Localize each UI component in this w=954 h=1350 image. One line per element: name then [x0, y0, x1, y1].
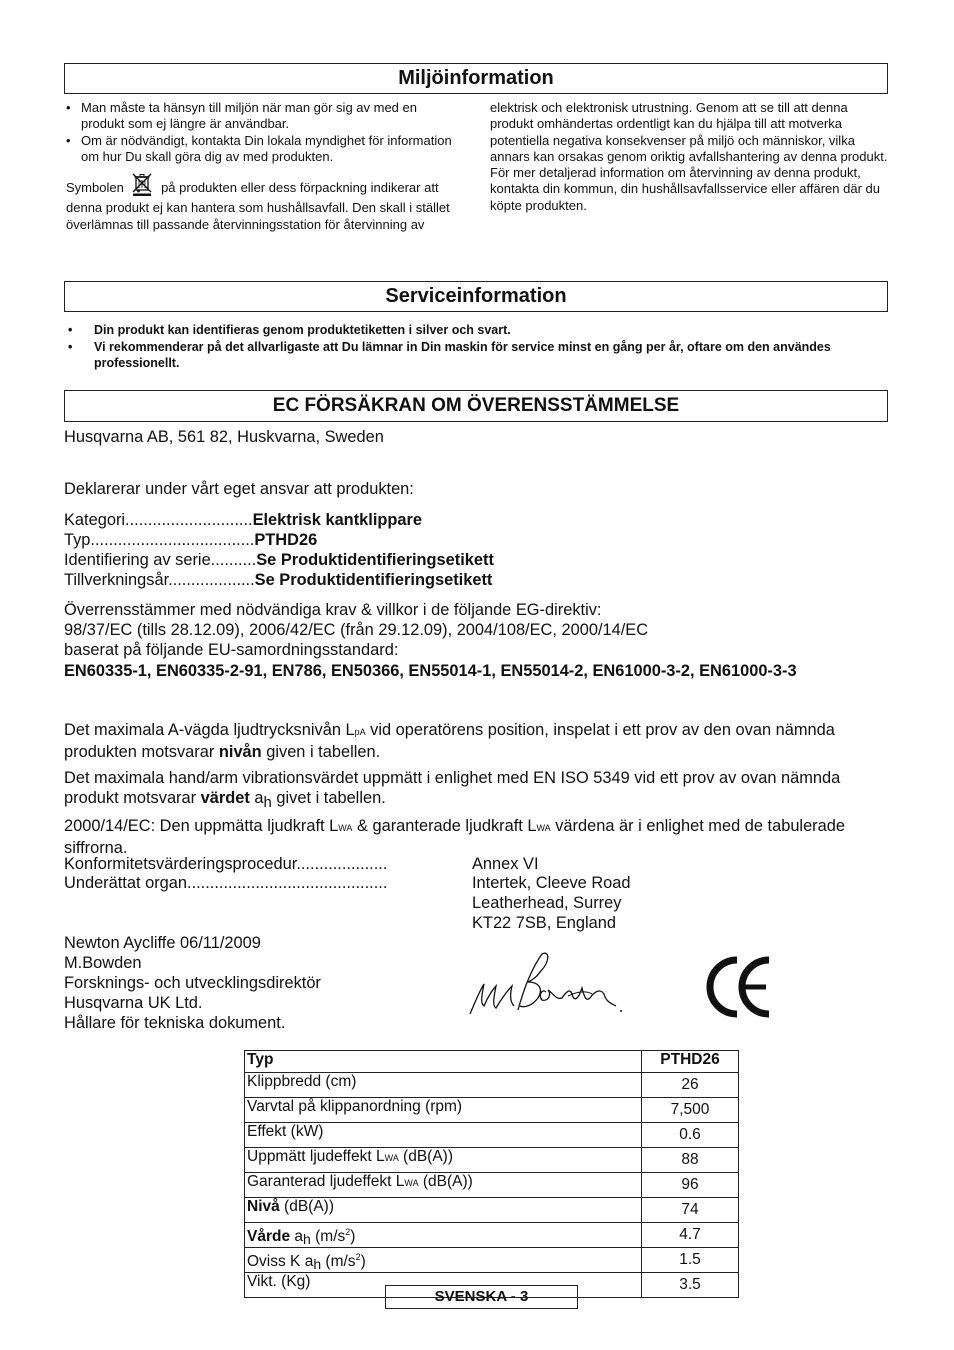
table-cell-label: Nivå (dB(A)): [245, 1198, 642, 1223]
table-cell-label: Oviss K ah $(m/s^2)$: [245, 1248, 642, 1273]
section-title-environment: Miljöinformation: [64, 63, 888, 94]
standards-list: EN60335-1, EN60335-2-91, EN786, EN50366, EN55014-1, EN55014-2, EN61000-3-2, EN61000-3-3: [64, 662, 797, 680]
signatory-line: Husqvarna UK Ltd.: [64, 994, 203, 1012]
table-header-value: PTHD26: [642, 1051, 739, 1073]
power-paragraph: 2000/14/EC: Den uppmätta ljudkraft LWA & garanterade ljudkraft LWA värdena är i enlighet med de tabulerade siffrorna.: [64, 817, 845, 857]
table-cell-value: 4.7: [642, 1223, 739, 1248]
service-list: [64, 322, 888, 372]
notified-body-line: KT22 7SB, England: [472, 914, 616, 932]
ce-mark-icon: [706, 954, 772, 1025]
table-cell-label: Vårde ah $(m/s^2)$: [245, 1223, 642, 1248]
specs-table: [244, 1050, 739, 1298]
signatory-line: Hållare för tekniska dokument.: [64, 1014, 286, 1032]
procedure-label: Konformitetsvärderingsprocedur....................: [64, 855, 388, 873]
directives-text: 98/37/EC (tills 28.12.09), 2006/42/EC (från 29.12.09), 2004/108/EC, 2000/14/EC: [64, 621, 649, 639]
table-row: [245, 1148, 739, 1173]
list-item: • Din produkt kan identifieras genom produktetiketten i silver och svart.: [68, 323, 511, 337]
table-row: [245, 1051, 739, 1073]
table-cell-value: 0.6: [642, 1123, 739, 1148]
list-item: • Man måste ta hänsyn till miljön när man gör sig av med en produkt som ej längre är användbar.: [66, 100, 417, 132]
table-cell-value: 1.5: [642, 1248, 739, 1273]
page-footer: SVENSKA - 3: [385, 1285, 578, 1309]
table-row: [245, 1248, 739, 1273]
field-row: Identifiering av serie..........Se Produktidentifieringsetikett: [64, 551, 494, 569]
manufacturer-address: Husqvarna AB, 561 82, Huskvarna, Sweden: [64, 428, 384, 446]
table-cell-value: 88: [642, 1148, 739, 1173]
table-cell-value: 26: [642, 1073, 739, 1098]
table-cell-label: Garanterad ljudeffekt LWA (dB(A)): [245, 1173, 642, 1198]
table-cell-label: Effekt (kW): [245, 1123, 642, 1148]
noise-paragraph: Det maximala A-vägda ljudtrycksnivån LpA vid operatörens position, inspelat i ett prov av den ovan nämnda produkten motsvarar nivån given i tabellen.: [64, 721, 835, 761]
env-paragraph: För mer detaljerad information om återvinning av denna produkt, kontakta din kommun, din hushållsavfallsservice eller affären där du köpte produkten.: [490, 165, 880, 213]
table-row: [245, 1223, 739, 1248]
symbol-paragraph: Symbolen på produkten eller dess förpackning indikerar att denna produkt ej kan hantera som hushållsavfall. Den skall i stället överlämnas till passande återvinningsstation för återvinning av: [66, 172, 458, 233]
standards-intro: baserat på följande EU-samordningsstandard:: [64, 641, 399, 659]
conformity-text: Överrensstämmer med nödvändiga krav & villkor i de följande EG-direktiv:: [64, 601, 602, 619]
table-header-label: Typ: [245, 1051, 642, 1073]
declaration-text: Deklarerar under vårt eget ansvar att produkten:: [64, 480, 414, 498]
list-item: • Om är nödvändigt, kontakta Din lokala myndighet för information om hur Du skall göra dig av med produkten.: [66, 132, 452, 164]
table-row: [245, 1198, 739, 1223]
table-cell-label: Uppmätt ljudeffekt LWA (dB(A)): [245, 1148, 642, 1173]
field-row: Typ....................................PTHD26: [64, 531, 318, 549]
notified-body-line: Intertek, Cleeve Road: [472, 874, 631, 892]
table-row: [245, 1173, 739, 1198]
section-title-ec: EC FÖRSÄKRAN OM ÖVERENSSTÄMMELSE: [64, 390, 888, 422]
notified-body-line: Leatherhead, Surrey: [472, 894, 622, 912]
table-cell-label: Varvtal på klippanordning (rpm): [245, 1098, 642, 1123]
env-paragraph: elektrisk och elektronisk utrustning. Genom att se till att denna produkt omhändertas ordentligt kan du hjälpa till att motverka potentiella negativa konsekvenser på miljö och människor, vilka annars kan orsakas genom oriktig avfallshantering av denna produkt.: [490, 100, 888, 164]
env-right-column: [490, 100, 890, 214]
signature: [466, 948, 626, 1025]
table-row: [245, 1073, 739, 1098]
field-row: Tillverkningsår...................Se Produktidentifieringsetikett: [64, 571, 493, 589]
table-row: [245, 1123, 739, 1148]
table-cell-label: Vikt. (Kg): [245, 1273, 642, 1298]
notified-body-label: Underättat organ............................................: [64, 874, 388, 892]
table-cell-value: 74: [642, 1198, 739, 1223]
field-row: Kategori............................Elektrisk kantklippare: [64, 511, 423, 529]
signatory-line: M.Bowden: [64, 954, 142, 972]
env-left-column: [66, 100, 458, 233]
list-item: • Vi rekommenderar på det allvarligaste att Du lämnar in Din maskin för service minst en gång per år, oftare om den användes professionellt.: [68, 339, 831, 370]
procedure-value: Annex VI: [472, 855, 539, 873]
crossed-out-wheelie-bin-icon: [131, 172, 153, 200]
table-cell-value: 96: [642, 1173, 739, 1198]
table-cell-value: 3.5: [642, 1273, 739, 1298]
table-cell-value: 7,500: [642, 1098, 739, 1123]
table-cell-label: Klippbredd (cm): [245, 1073, 642, 1098]
signatory-line: Newton Aycliffe 06/11/2009: [64, 934, 261, 952]
table-row: [245, 1098, 739, 1123]
section-title-service: Serviceinformation: [64, 281, 888, 312]
vibration-paragraph: Det maximala hand/arm vibrationsvärdet uppmätt i enlighet med EN ISO 5349 vid ett prov av ovan nämnda produkt motsvarar värdet ah givet i tabellen.: [64, 769, 841, 811]
signatory-line: Forsknings- och utvecklingsdirektör: [64, 974, 321, 992]
